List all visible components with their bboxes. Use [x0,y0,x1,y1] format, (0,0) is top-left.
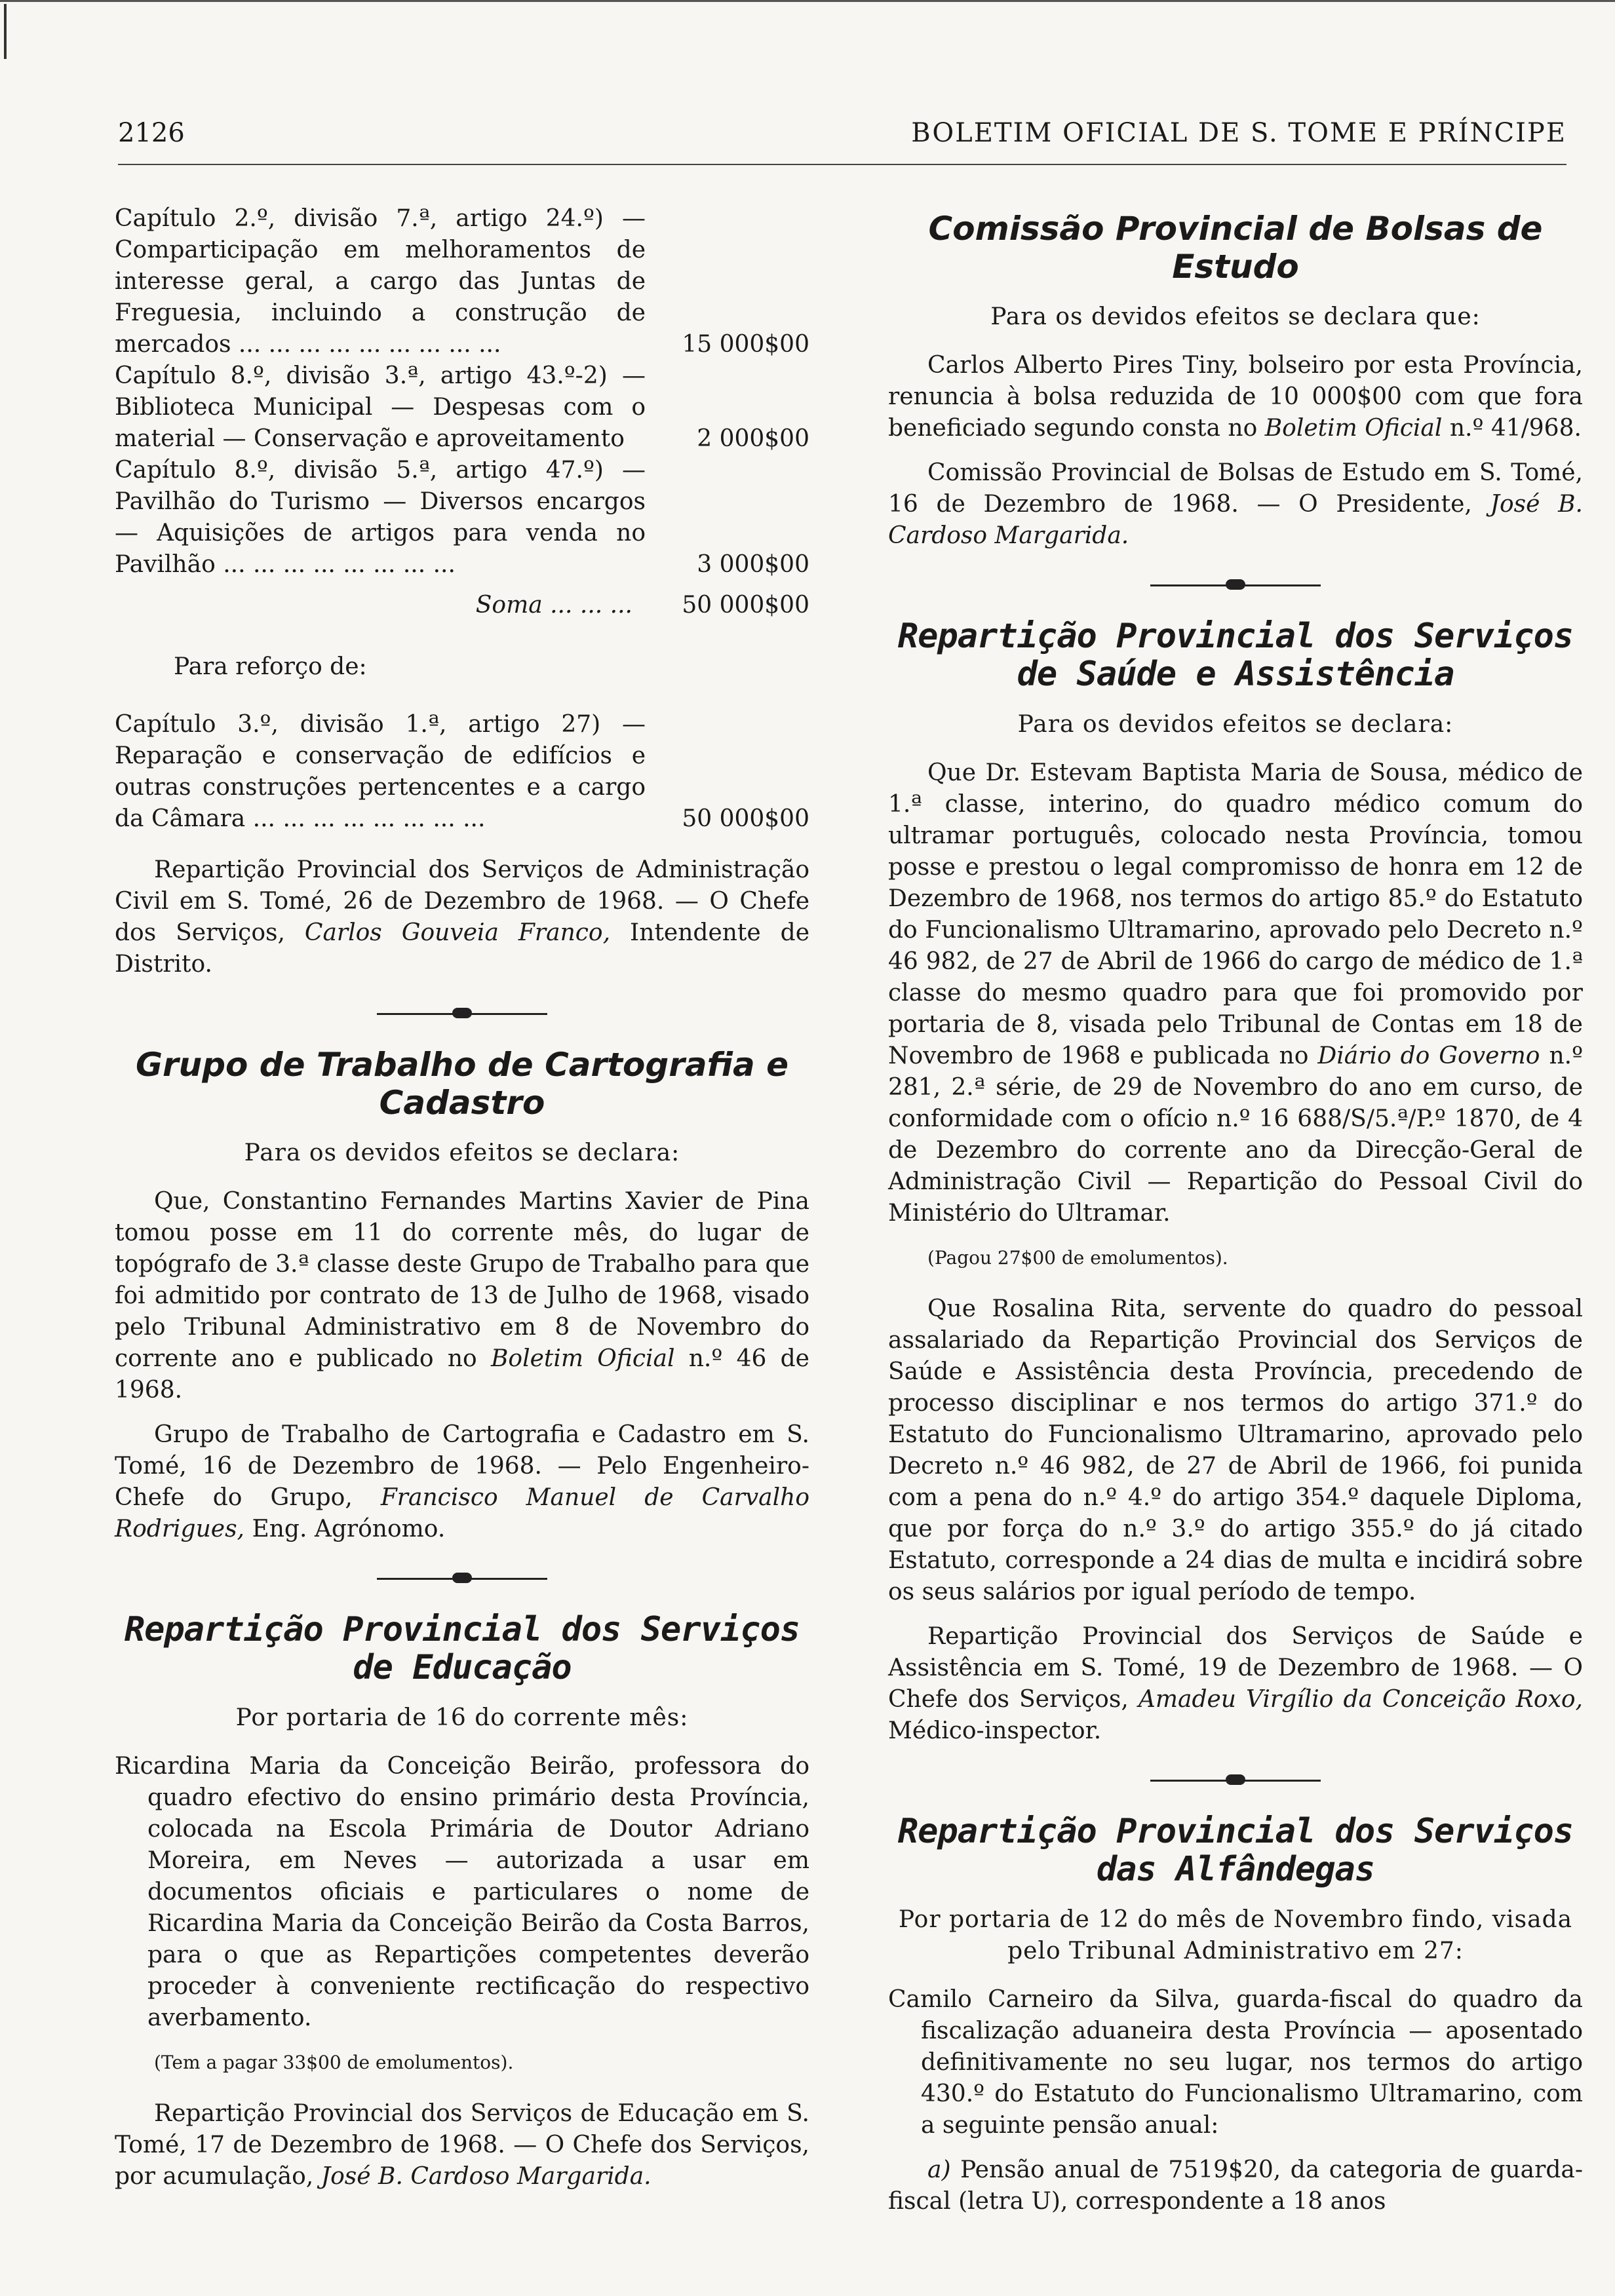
section-title-educacao: Repartição Provincial dos Serviços de Educação [124,1610,800,1687]
budget-item [115,360,809,455]
educacao-body: Ricardina Maria da Conceição Beirão, professora do quadro efectivo do ensino primário desta Província, colocada na Escola Primária de Doutor Adriano Moreira, em Neves — autorizada a usar em documentos oficiais e particulares o nome de Ricardina Maria da Conceição Beirão da Costa Barros, para o que as Repartições competentes deverão proceder à conveniente rectificação do respectivo averbamento. [115,1753,809,2031]
reforco-item [115,709,809,835]
body-text: Que, Constantino Fernandes Martins Xavier de Pina tomou posse em 11 do corrente mês, do lugar de topógrafo de 3.ª classe deste Grupo de Trabalho para que foi admitido por contrato de 13 de Julho de 1968, visado pelo Tribunal Administrativo em 8 de Novembro do corrente ano e publicado no [115,1188,809,1372]
declara-line: Para os devidos efeitos se declara: [244,1139,680,1166]
saude-closing [888,1621,1583,1747]
cartografia-body [115,1186,809,1406]
signer-name: Amadeu Virgílio da Conceição Roxo, [1138,1686,1583,1713]
saude-body-1 [888,757,1583,1229]
bolsas-closing [888,457,1583,552]
saude-body-2: Que Rosalina Rita, servente do quadro do pessoal assalariado da Repartição Provincial dos Serviços de Saúde e Assistência desta Província, precedendo de processo disciplinar e nos termos do artigo 371.º do Estatuto do Funcionalismo Ultramarino, aprovado pelo Decreto n.º 46 982, de 27 de Abril de 1966, foi punida com a pena do n.º 4.º do artigo 354.º daquele Diploma, que por força do n.º 3.º do artigo 355.º do já citado Estatuto, corresponde a 24 dias de multa e incidirá sobre os seus salários por igual período de tempo. [888,1295,1583,1605]
signer-role: Intendente de Distrito. [115,919,810,978]
section-separator [1150,1773,1321,1786]
budget-item-text: Capítulo 3.º, divisão 1.ª, artigo 27) — Reparação e conservação de edifícios e outras construções pertencentes e a cargo da Câmara ... ... ... ... ... ... ... ... [115,711,646,832]
signer-role: Médico-inspector. [888,1717,1102,1744]
declara-line: Para os devidos efeitos se declara que: [990,303,1481,330]
alfandegas-body: Camilo Carneiro da Silva, guarda-fiscal do quadro da fiscalização aduaneira desta Província — aposentado definitivamente no seu lugar, nos termos do artigo 430.º do Estatuto do Funcionalismo Ultramarino, com a seguinte pensão anual: [888,1986,1583,2139]
section-title-alfandegas: Repartição Provincial dos Serviços das Alfândegas [897,1812,1574,1889]
publication-ref: Boletim Oficial [1264,415,1443,442]
header-rule [118,164,1566,165]
right-column [888,203,1583,2230]
soma-amount: 50 000$00 [682,592,809,619]
section-separator [1150,578,1321,591]
budget-item-text: Capítulo 2.º, divisão 7.ª, artigo 24.º) — Comparticipação em melhoramentos de interesse geral, a cargo das Juntas de Freguesia, incluindo a construção de mercados ... ... ... ... ... ... ... ... ... [115,205,646,358]
budget-item [115,455,809,581]
closing-text: Grupo de Trabalho de Cartografia e Cadastro em S. Tomé, 16 de Dezembro de 1968. — Pelo Engenheiro-Chefe do Grupo, [115,1421,809,1511]
budget-item-text: Capítulo 8.º, divisão 3.ª, artigo 43.º-2) — Biblioteca Municipal — Despesas com o material — Conservação e aproveitamento [115,362,646,452]
bolsas-body [888,350,1583,444]
left-column [115,203,809,2206]
fee-note: (Tem a pagar 33$00 de emolumentos). [154,2052,514,2073]
body-text: Que Dr. Estevam Baptista Maria de Sousa, médico de 1.ª classe, interino, do quadro médico comum do ultramar português, colocado nesta Província, tomou posse e prestou o legal compromisso de honra em 12 de Dezembro de 1968, nos termos do artigo 85.º do Estatuto do Funcionalismo Ultramarino, aprovado pelo Decreto n.º 46 982, de 27 de Abril de 1966 do cargo de médico de 1.ª classe do mesmo quadro para que foi promovido por portaria de 8, visada pelo Tribunal de Contas em 18 de Novembro de 1968 e publicada no [888,759,1583,1069]
section-title-bolsas: Comissão Provincial de Bolsas de Estudo [928,210,1543,286]
section-title-saude: Repartição Provincial dos Serviços de Saúde e Assistência [897,617,1574,694]
educacao-closing [115,2098,809,2192]
scan-edge-left [4,4,7,59]
budget-item-text: Capítulo 8.º, divisão 5.ª, artigo 47.º) — Pavilhão do Turismo — Diversos encargos — Aquisições de artigos para venda no Pavilhão ... ... ... ... ... ... ... ... [115,457,646,578]
section-separator [377,1571,547,1584]
publication-ref: Boletim Oficial [490,1345,675,1372]
soma-label: Soma ... ... ... [475,592,632,619]
page-number: 2126 [118,118,185,148]
page-header [118,118,1566,157]
journal-title: BOLETIM OFICIAL DE S. TOME E PRÍNCIPE [911,118,1566,148]
budget-item-amount: 2 000$00 [697,425,809,452]
body-text-end: n.º 46 de 1968. [115,1345,809,1404]
body-text-end: n.º 41/968. [1449,415,1582,442]
budget-item-amount: 50 000$00 [682,805,809,832]
signer-role: Eng. Agrónomo. [252,1516,446,1542]
soma-line [115,590,809,625]
fee-note: (Pagou 27$00 de emolumentos). [927,1247,1228,1269]
signer-name: José B. Cardoso Margarida. [888,491,1583,549]
section-separator [377,1006,547,1020]
scan-edge-top [0,0,1615,7]
cartografia-closing [115,1419,809,1545]
closing-text: Repartição Provincial dos Serviços de Saúde e Assistência em S. Tomé, 19 de Dezembro de 1968. — O Chefe dos Serviços, [888,1623,1583,1713]
portaria-line: Por portaria de 12 do mês de Novembro findo, visada pelo Tribunal Administrativo em 27: [898,1906,1573,1964]
closing-text: Repartição Provincial dos Serviços de Educação em S. Tomé, 17 de Dezembro de 1968. — O Chefe dos Serviços, por acumulação, [115,2100,809,2190]
section-title-cartografia: Grupo de Trabalho de Cartografia e Cadastro [135,1046,789,1122]
admin-civil-closing [115,854,809,980]
signer-name: José B. Cardoso Margarida. [321,2163,652,2190]
budget-item-amount: 3 000$00 [697,551,809,578]
budget-item-amount: 15 000$00 [682,331,809,358]
publication-ref: Diário do Governo [1317,1043,1540,1069]
alfandegas-item-a [888,2154,1583,2217]
body-text-end: n.º 281, 2.ª série, de 29 de Novembro do ano em curso, de conformidade com o ofício n.º 16 688/S/5.ª/P.º 1870, de 4 de Dezembro do corrente ano da Direcção-Geral de Administração Civil — Repartição do Pessoal Civil do Ministério do Ultramar. [888,1043,1584,1227]
body-text: Carlos Alberto Pires Tiny, bolseiro por esta Província, renuncia à bolsa reduzida de 10 000$00 com que fora beneficiado segundo consta no [888,352,1583,442]
closing-text: Comissão Provincial de Bolsas de Estudo em S. Tomé, 16 de Dezembro de 1968. — O Presidente, [888,459,1583,518]
item-label: a) [927,2156,951,2183]
budget-item [115,203,809,360]
signer-name: Carlos Gouveia Franco, [304,919,611,946]
item-text: Pensão anual de 7519$20, da categoria de guarda-fiscal (letra U), correspondente a 18 anos [888,2156,1583,2215]
declara-line: Para os devidos efeitos se declara: [1017,711,1454,738]
reforco-label: Para reforço de: [174,653,367,680]
portaria-line: Por portaria de 16 do corrente mês: [235,1704,689,1731]
closing-text: Repartição Provincial dos Serviços de Administração Civil em S. Tomé, 26 de Dezembro de 1968. — O Chefe dos Serviços, [115,856,809,946]
signer-name: Francisco Manuel de Carvalho Rodrigues, [115,1484,810,1542]
